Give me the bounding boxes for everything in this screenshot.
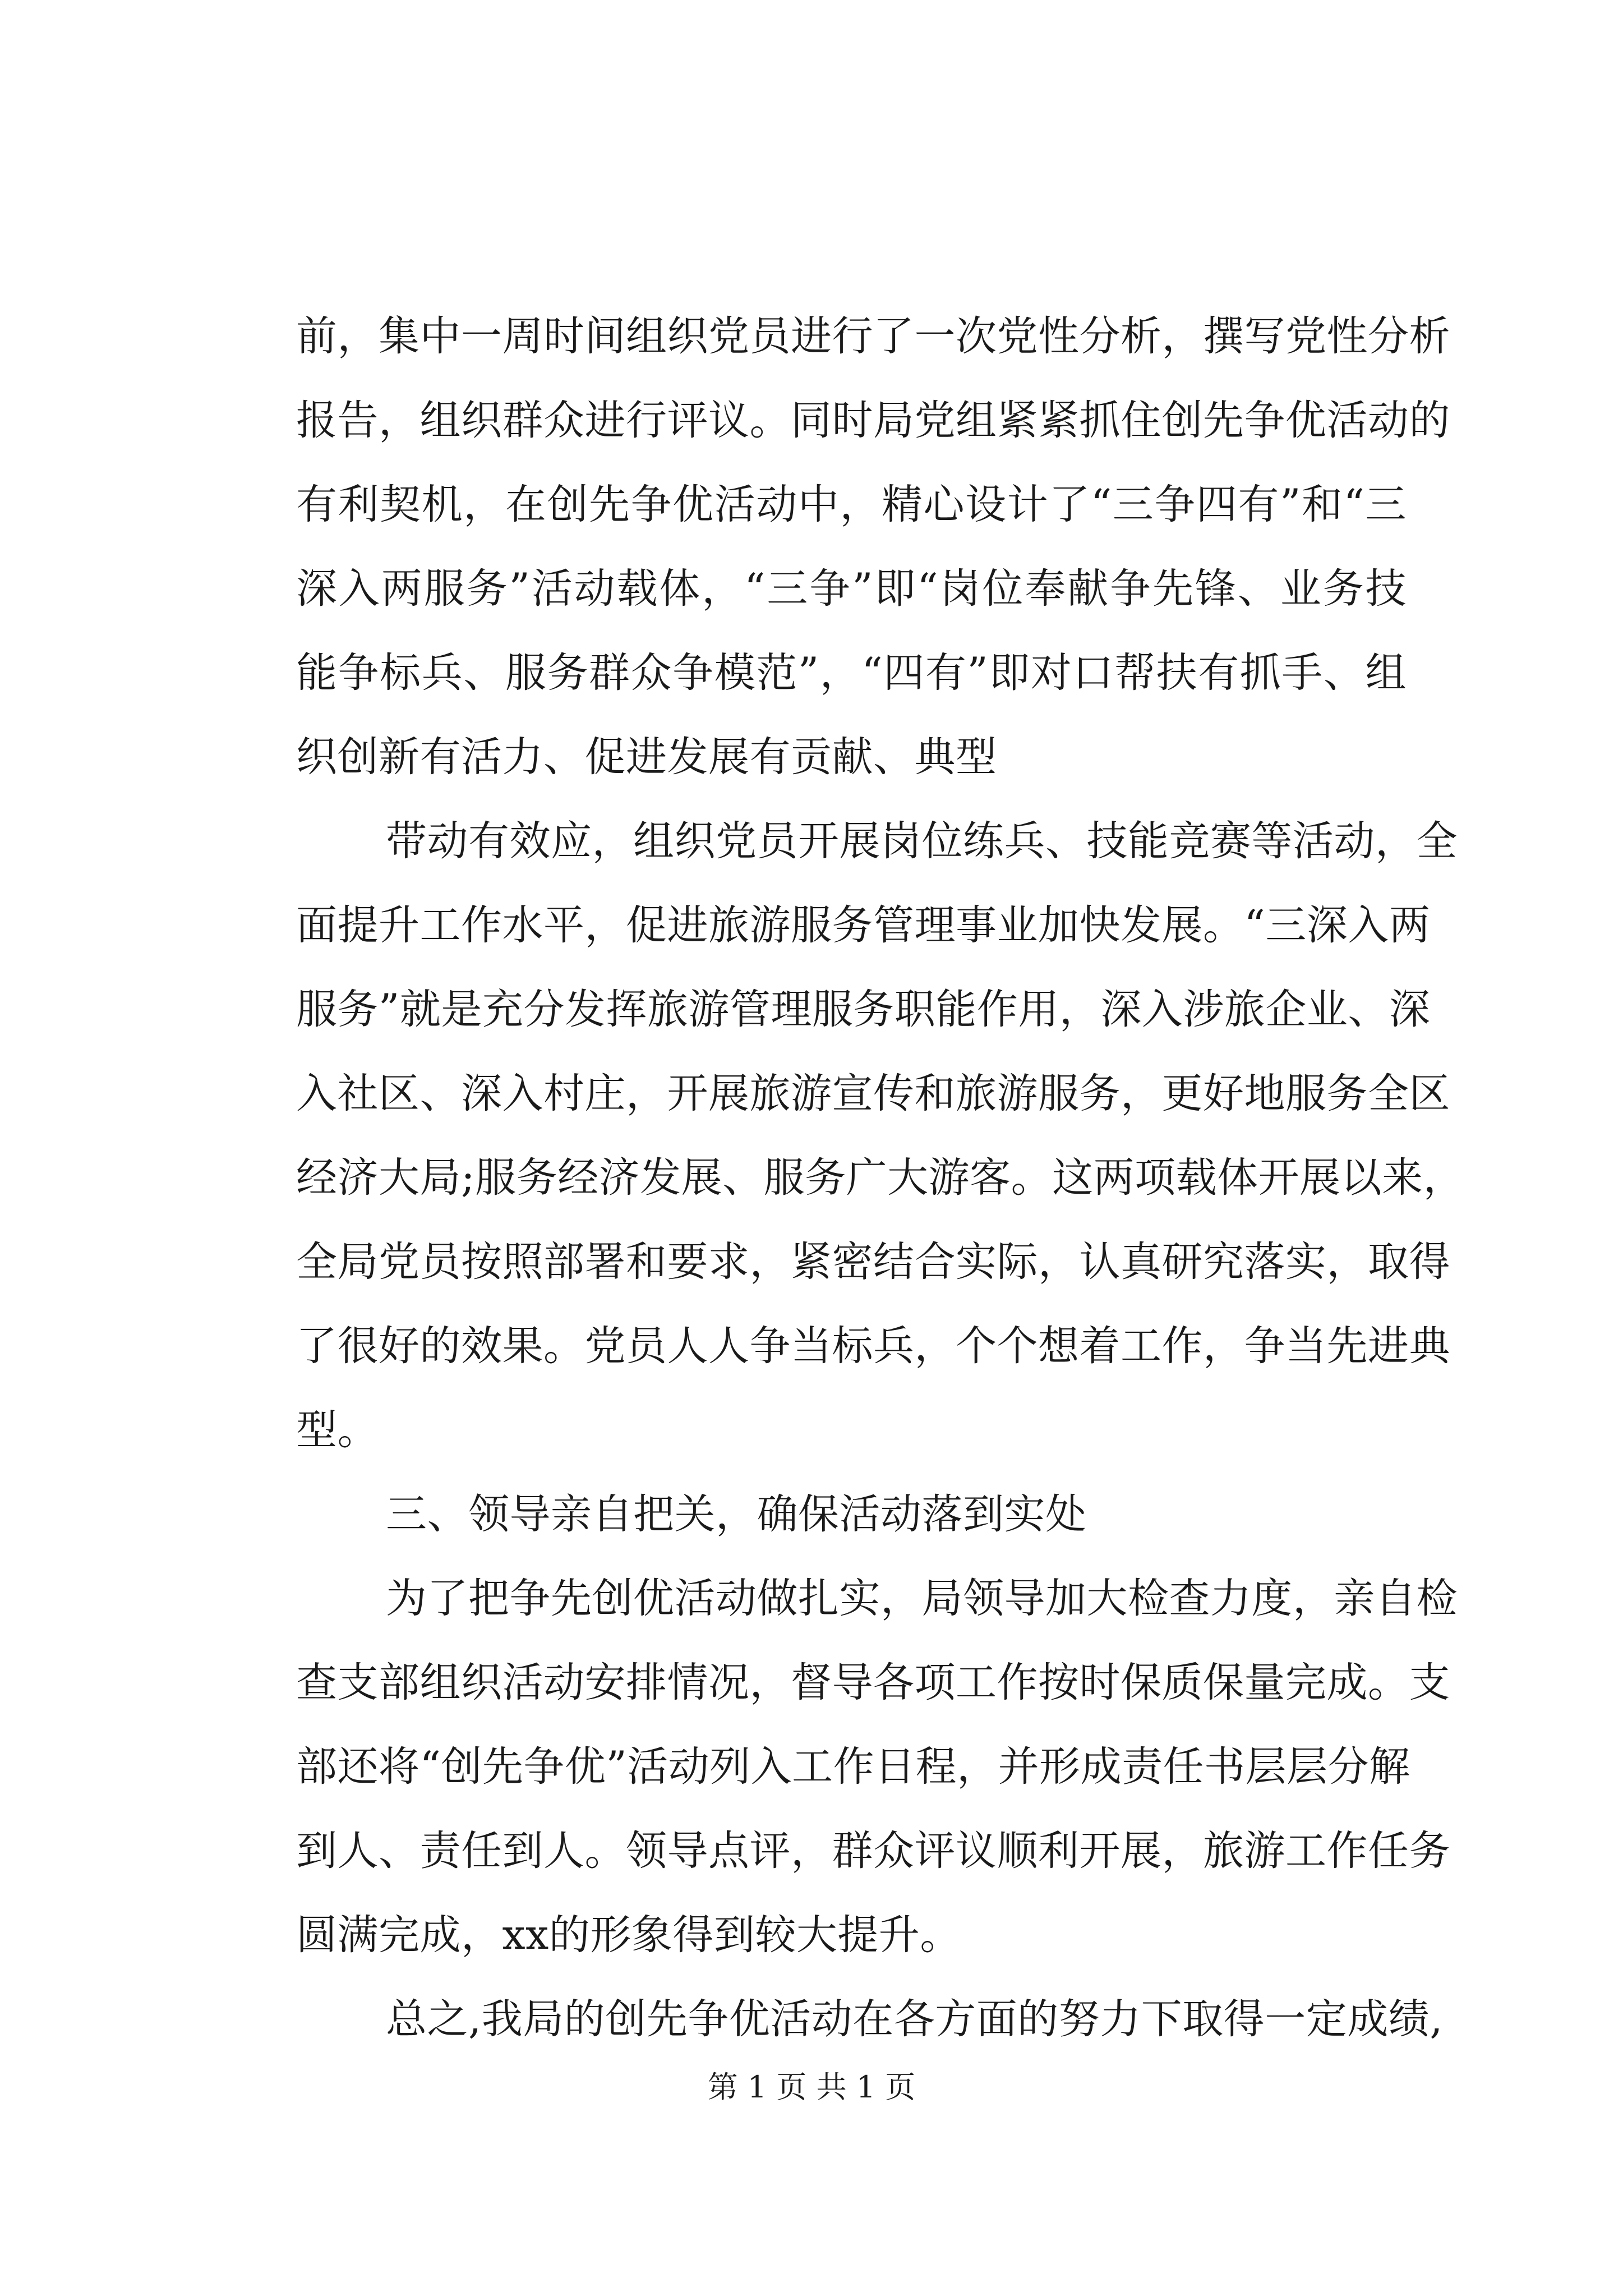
text-line: 全局党员按照部署和要求，紧密结合实际，认真研究落实，取得 [296,1238,1450,1286]
text-line: 了很好的效果。党员人人争当标兵，个个想着工作，争当先进典 [296,1322,1450,1370]
section-heading: 三、领导亲自把关，确保活动落到实处 [386,1490,1087,1538]
text-line: 面提升工作水平，促进旅游服务管理事业加快发展。“三深入两 [296,901,1431,949]
document-body [296,295,1465,2062]
text-line: 部还将“创先争优”活动列入工作日程，并形成责任书层层分解 [296,1743,1410,1791]
page-number-footer: 第 1 页 共 1 页 [707,2069,916,2105]
text-line: 查支部组织活动安排情况，督导各项工作按时保质保量完成。支 [296,1659,1450,1706]
text-line: 深入两服务”活动载体，“三争”即“岗位奉献争先锋、业务技 [296,565,1407,613]
text-line: 服务”就是充分发挥旅游管理服务职能作用，深入涉旅企业、深 [296,986,1431,1033]
text-line: 到人、责任到人。领导点评，群众评议顺利开展，旅游工作任务 [296,1827,1450,1875]
text-line: 织创新有活力、促进发展有贡献、典型 [296,733,997,781]
text-line: 圆满完成，xx的形象得到较大提升。 [296,1911,961,1959]
text-line: 入社区、深入村庄，开展旅游宣传和旅游服务，更好地服务全区 [296,1070,1450,1117]
text-line: 报告，组织群众进行评议。同时局党组紧紧抓住创先争优活动的 [296,397,1450,444]
text-line: 有利契机，在创先争优活动中，精心设计了“三争四有”和“三 [296,481,1407,528]
paragraph-start-line: 总之,我局的创先争优活动在各方面的努力下取得一定成绩, [386,1995,1443,2043]
paragraph-start-line: 带动有效应，组织党员开展岗位练兵、技能竞赛等活动，全 [386,817,1458,865]
text-line: 经济大局;服务经济发展、服务广大游客。这两项载体开展以来， [296,1154,1465,1202]
text-line: 前，集中一周时间组织党员进行了一次党性分析，撰写党性分析 [296,312,1450,360]
paragraph-start-line: 为了把争先创优活动做扎实，局领导加大检查力度，亲自检 [386,1575,1458,1622]
text-line: 能争标兵、服务群众争模范”，“四有”即对口帮扶有抓手、组 [296,649,1407,697]
text-line: 型。 [296,1406,379,1454]
